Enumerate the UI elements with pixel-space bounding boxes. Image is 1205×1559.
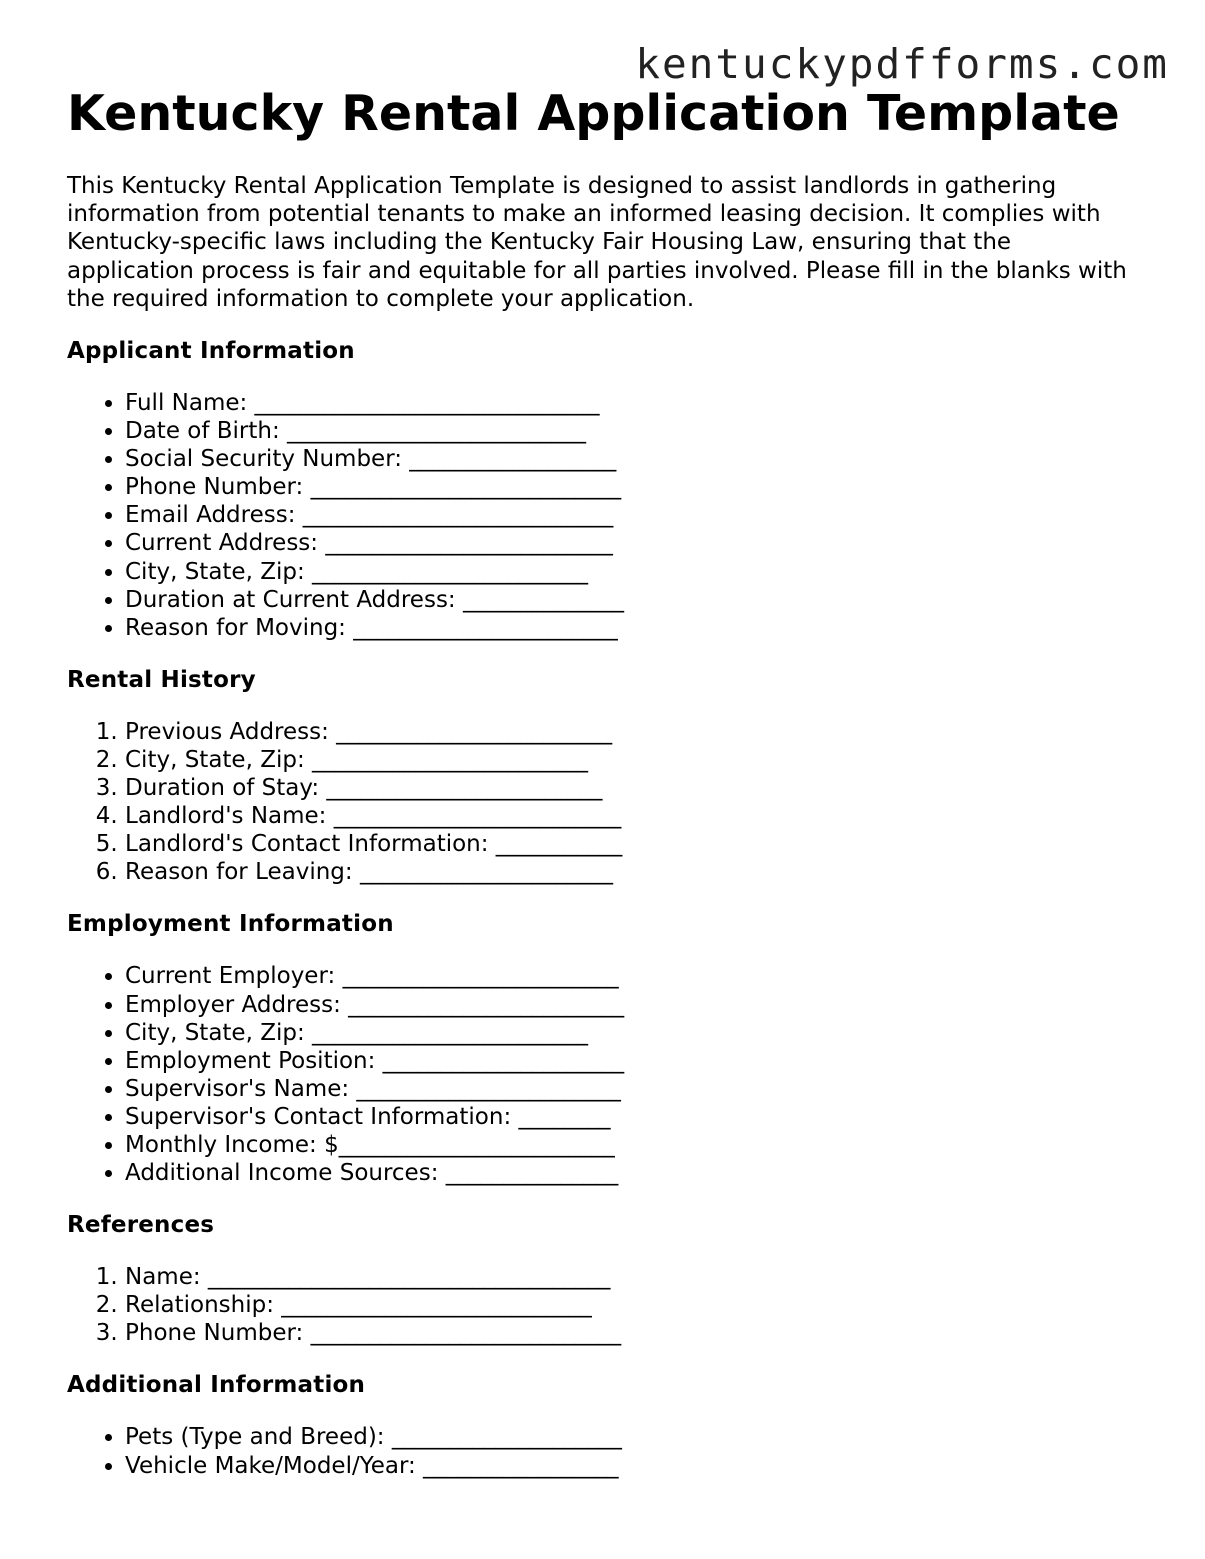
form-field-reference-relationship: 2. Relationship: ___________________________ [125, 1291, 1147, 1319]
form-field-reference-name: 1. Name: ___________________________________ [125, 1263, 1147, 1291]
field-list [67, 1263, 1147, 1347]
document-page [67, 84, 1147, 1480]
field-list [67, 1423, 1147, 1479]
form-field-current-address: • Current Address: _________________________ [125, 529, 1147, 557]
field-list [67, 718, 1147, 887]
site-watermark: kentuckypdfforms.com [635, 40, 1169, 88]
section-heading: Rental History [67, 666, 256, 693]
form-field-previous-address: 1. Previous Address: ________________________ [125, 718, 1147, 746]
form-field-landlord-contact: 5. Landlord's Contact Information: ___________ [125, 830, 1147, 858]
form-field-employer-address: • Employer Address: ________________________ [125, 991, 1147, 1019]
field-list [67, 389, 1147, 642]
form-field-phone: • Phone Number: ___________________________ [125, 473, 1147, 501]
form-field-current-employer: • Current Employer: ________________________ [125, 962, 1147, 990]
field-list [67, 962, 1147, 1187]
section-references [67, 1211, 1147, 1347]
section-employment-information [67, 910, 1147, 1187]
form-field-employment-position: • Employment Position: _____________________ [125, 1047, 1147, 1075]
form-field-date-of-birth: • Date of Birth: __________________________ [125, 417, 1147, 445]
form-field-pets: • Pets (Type and Breed): ____________________ [125, 1423, 1147, 1451]
section-additional-information [67, 1371, 1147, 1479]
form-field-ssn: • Social Security Number: __________________ [125, 445, 1147, 473]
form-field-city-state-zip: 2. City, State, Zip: ________________________ [125, 746, 1147, 774]
form-field-email: • Email Address: ___________________________ [125, 501, 1147, 529]
form-field-duration-current-address: • Duration at Current Address: ______________ [125, 586, 1147, 614]
form-field-city-state-zip: • City, State, Zip: ________________________ [125, 558, 1147, 586]
form-field-landlord-name: 4. Landlord's Name: _________________________ [125, 802, 1147, 830]
form-field-reason-leaving: 6. Reason for Leaving: ______________________ [125, 858, 1147, 886]
section-applicant-information [67, 337, 1147, 642]
section-heading: Applicant Information [67, 338, 355, 365]
page-title: Kentucky Rental Application Template [67, 85, 1120, 142]
form-field-vehicle: • Vehicle Make/Model/Year: _________________ [125, 1452, 1147, 1480]
form-field-monthly-income: • Monthly Income: $________________________ [125, 1131, 1147, 1159]
form-field-duration-stay: 3. Duration of Stay: ________________________ [125, 774, 1147, 802]
section-heading: References [67, 1212, 215, 1239]
section-heading: Additional Information [67, 1372, 366, 1399]
form-field-reason-moving: • Reason for Moving: _______________________ [125, 614, 1147, 642]
form-field-city-state-zip: • City, State, Zip: ________________________ [125, 1019, 1147, 1047]
form-field-additional-income: • Additional Income Sources: _______________ [125, 1159, 1147, 1187]
intro-paragraph: This Kentucky Rental Application Template is designed to assist landlords in gathering information from potential tenants to make an informed leasing decision. It complies with Kentucky-specific laws including the Kentucky Fair Housing Law, ensuring that the application process is fair and equitable for all parties involved. Please fill in the blanks with the required information to complete your application. [67, 173, 1127, 312]
form-field-reference-phone: 3. Phone Number: ___________________________ [125, 1319, 1147, 1347]
section-rental-history [67, 666, 1147, 887]
form-field-supervisor-name: • Supervisor's Name: _______________________ [125, 1075, 1147, 1103]
section-heading: Employment Information [67, 911, 394, 938]
form-field-supervisor-contact: • Supervisor's Contact Information: ________ [125, 1103, 1147, 1131]
form-field-full-name: • Full Name: ______________________________ [125, 389, 1147, 417]
